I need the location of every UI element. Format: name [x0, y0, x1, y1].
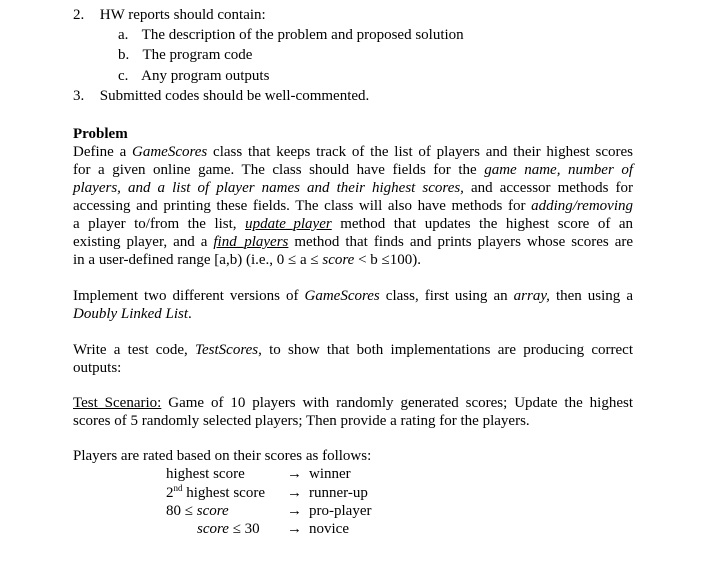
paragraph-line: Doubly Linked List.: [73, 306, 192, 322]
rating-result: novice: [309, 521, 349, 537]
list-text: Submitted codes should be well-commented.: [99, 88, 370, 104]
implement-paragraph: [73, 287, 633, 323]
paragraph-line: Write a test code, TestScores, to show that both implementations are producing correct: [73, 342, 633, 358]
rating-arrow: →: [287, 503, 302, 519]
rating-arrow: →: [287, 466, 302, 482]
paragraph-line: players, and a list of player names and their highest scores, and accessor methods for: [73, 180, 633, 196]
list-number: 2.: [73, 7, 85, 23]
sublist-text: The description of the problem and proposed solution: [141, 27, 464, 43]
rating-result: runner-up: [309, 485, 368, 501]
sublist-text: The program code: [142, 47, 253, 63]
rating-row: [166, 484, 265, 502]
paragraph-line: Test Scenario: Game of 10 players with randomly generated scores; Update the highest: [73, 395, 633, 411]
scenario-paragraph: [73, 394, 633, 430]
sublist-item-b: [118, 46, 252, 64]
rating-row: [166, 502, 229, 520]
problem-heading-text: Problem: [73, 126, 128, 142]
paragraph-line: scores of 5 randomly selected players; Then provide a rating for the players.: [73, 413, 530, 429]
sublist-text: Any program outputs: [141, 68, 270, 84]
paragraph-line: for a given online game. The class should have fields for the game name, number of: [73, 162, 633, 178]
problem-heading: [73, 125, 128, 143]
list-text: HW reports should contain:: [99, 7, 266, 23]
rating-arrow: →: [287, 485, 302, 501]
rating-condition: highest score: [166, 466, 245, 482]
list-item-3: [73, 87, 369, 105]
problem-paragraph: [73, 143, 633, 269]
rating-condition: score ≤ 30: [197, 521, 260, 537]
sublist-letter: b.: [118, 47, 130, 63]
sublist-item-c: [118, 67, 269, 85]
rating-row: [197, 520, 260, 538]
rating-result: winner: [309, 466, 351, 482]
sublist-letter: a.: [118, 27, 129, 43]
sublist-letter: c.: [118, 68, 129, 84]
paragraph-line: a player to/from the list, update_player method that updates the highest score of an: [73, 216, 633, 232]
rating-result: pro-player: [309, 503, 372, 519]
paragraph-line: Implement two different versions of GameScores class, first using an array, then using a: [73, 288, 633, 304]
list-number: 3.: [73, 88, 85, 104]
paragraph-line: accessing and printing these fields. The class will also have methods for adding/removing: [73, 198, 633, 214]
rating-condition: 2nd highest score: [166, 483, 265, 501]
paragraph-line: outputs:: [73, 360, 122, 376]
test-paragraph: [73, 341, 633, 377]
rating-condition: 80 ≤ score: [166, 503, 229, 519]
rating-intro: Players are rated based on their scores as follows:: [73, 448, 372, 464]
sublist-item-a: [118, 26, 464, 44]
rating-arrow: →: [287, 521, 302, 537]
paragraph-line: Define a GameScores class that keeps track of the list of players and their highest scores: [73, 144, 634, 160]
rating-row: [166, 465, 245, 483]
paragraph-line: existing player, and a find_players method that finds and prints players whose scores are: [73, 234, 633, 250]
paragraph-line: in a user-defined range [a,b) (i.e., 0 ≤ a ≤ score < b ≤100).: [73, 252, 422, 268]
scenario-label: Test Scenario:: [73, 395, 162, 411]
list-item-2: [73, 6, 266, 24]
